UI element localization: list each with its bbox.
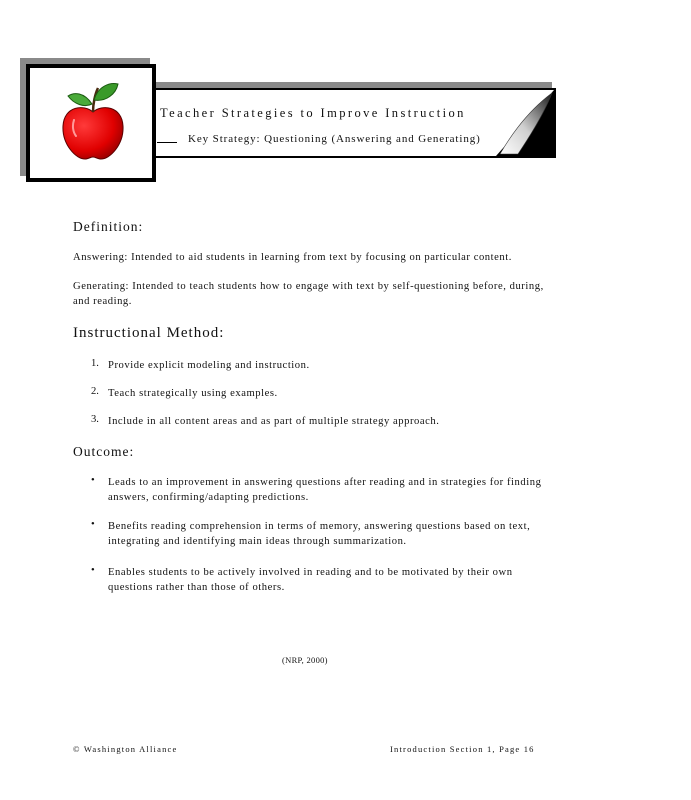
answering-definition: Answering: Intended to aid students in learning from text by focusing on particular content. — [73, 252, 512, 263]
item-number: 3. — [91, 414, 99, 425]
bullet-marker: • — [91, 519, 95, 530]
subtitle-rule — [157, 142, 177, 143]
definition-heading: Definition: — [73, 219, 144, 234]
footer-page-number: Introduction Section 1, Page 16 — [390, 744, 535, 754]
citation: (NRP, 2000) — [282, 655, 328, 665]
outcome-heading: Outcome: — [73, 444, 135, 459]
generating-definition: Generating: Intended to teach students how to engage with text by self-questioning before, during, and reading. — [73, 281, 544, 307]
item-text: Provide explicit modeling and instruction. — [108, 360, 310, 371]
page-title: Teacher Strategies to Improve Instruction — [160, 106, 466, 120]
item-text: Include in all content areas and as part of multiple strategy approach. — [108, 416, 440, 427]
apple-icon — [60, 80, 126, 162]
page-subtitle: Key Strategy: Questioning (Answering and Generating) — [188, 133, 481, 145]
item-text: Leads to an improvement in answering questions after reading and in strategies for finding answers, confirming/adapting predictions. — [108, 477, 542, 503]
method-heading: Instructional Method: — [73, 325, 225, 341]
item-number: 1. — [91, 358, 99, 369]
bullet-marker: • — [91, 565, 95, 576]
apple-frame — [26, 64, 156, 182]
item-text: Benefits reading comprehension in terms of memory, answering questions based on text, integrating and identifying main ideas through summarization. — [108, 521, 531, 547]
item-text: Enables students to be actively involved in reading and to be motivated by their own questions rather than those of others. — [108, 567, 513, 593]
item-number: 2. — [91, 386, 99, 397]
item-text: Teach strategically using examples. — [108, 388, 278, 399]
page-curl-icon — [496, 90, 554, 156]
footer-copyright: © Washington Alliance — [73, 744, 178, 754]
bullet-marker: • — [91, 475, 95, 486]
